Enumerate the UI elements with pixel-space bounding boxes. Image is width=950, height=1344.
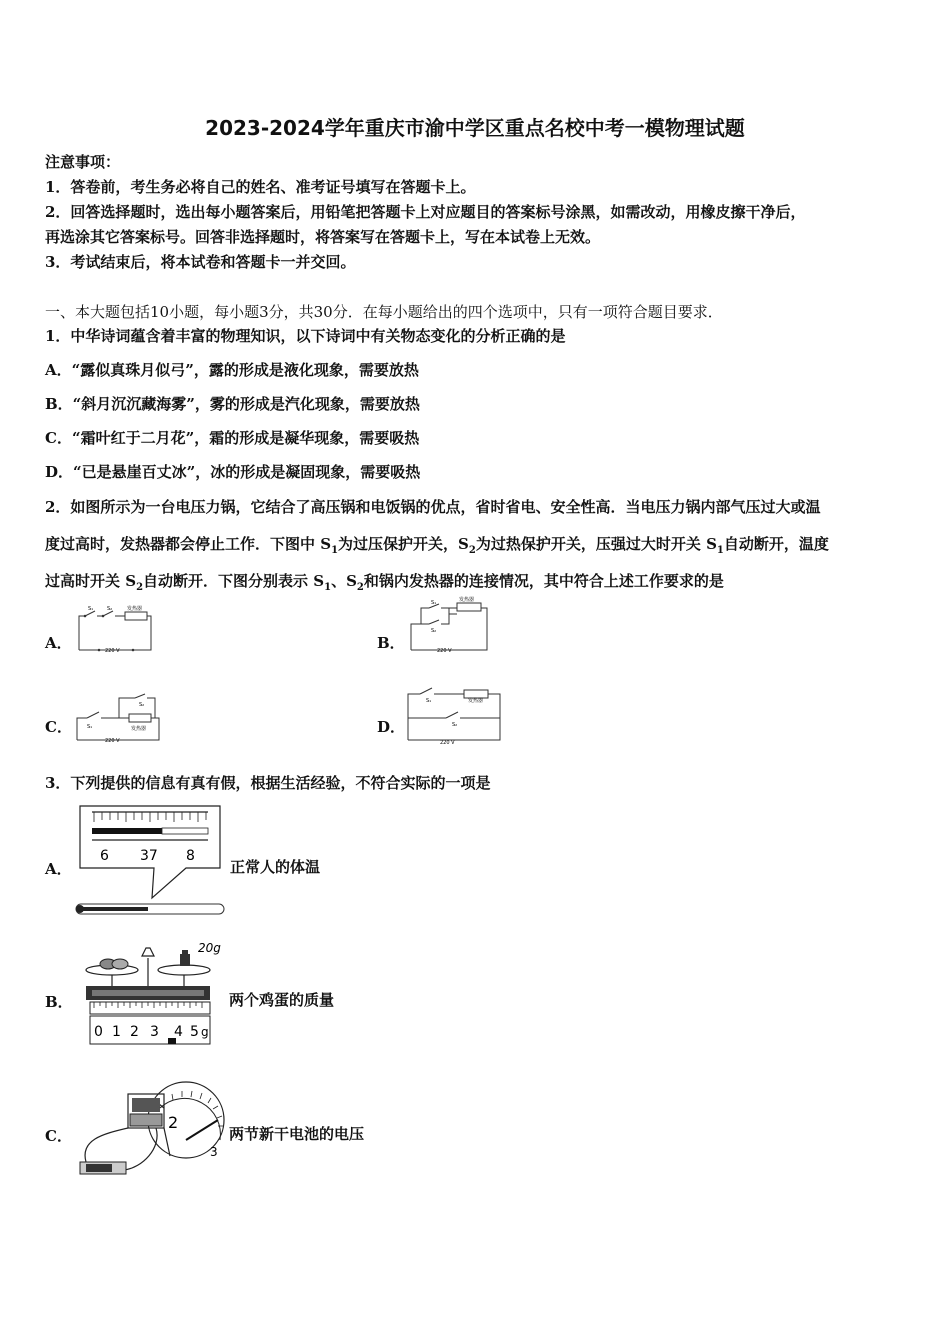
q1-option-b[interactable]: B．“斜月沉沉藏海雾”，雾的形成是汽化现象，需要放热 — [45, 395, 420, 413]
q1-option-c[interactable]: C．“霜叶红于二月花”，霜的形成是凝华现象，需要吸热 — [45, 429, 420, 447]
notice-item: 再选涂其它答案标号。回答非选择题时，将答案写在答题卡上，写在本试卷上无效。 — [45, 228, 601, 246]
ruler-tick: 4 — [174, 1024, 183, 1040]
circuit-label-voltage: 220 V — [105, 648, 120, 654]
notice-item: 1．答卷前，考生务必将自己的姓名、准考证号填写在答题卡上。 — [45, 178, 476, 196]
thermo-tick: 6 — [100, 848, 109, 864]
thermo-tick: 37 — [140, 848, 158, 864]
q2-option-d-label[interactable]: D． — [377, 718, 406, 736]
ruler-tick: 2 — [130, 1024, 139, 1040]
ruler-unit: g — [201, 1025, 209, 1039]
circuit-label-voltage: 220 V — [437, 648, 452, 654]
circuit-label-s2: S₂ — [139, 702, 145, 708]
thermometer-mercury — [92, 828, 162, 834]
circuit-label-s2: S₂ — [452, 722, 458, 728]
circuit-label-s2: S₂ — [107, 606, 113, 612]
circuit-label-s1: S₁ — [426, 698, 432, 704]
circuit-label-s2: S₂ — [431, 628, 437, 634]
page-title: 2023-2024学年重庆市渝中学区重点名校中考一模物理试题 — [205, 116, 745, 140]
meter-tick: 3 — [210, 1145, 218, 1159]
circuit-diagram-d — [404, 686, 504, 744]
question-3-stem: 3．下列提供的信息有真有假，根据生活经验，不符合实际的一项是 — [45, 774, 491, 792]
q3-option-b-label[interactable]: B． — [45, 993, 73, 1011]
ruler-tick: 5 — [190, 1024, 199, 1040]
circuit-label-heater: 发热器 — [459, 597, 475, 603]
meter-needle — [186, 1120, 218, 1140]
thermo-tick: 8 — [186, 848, 195, 864]
circuit-label-voltage: 220 V — [105, 738, 120, 744]
circuit-label-s1: S₁ — [88, 606, 94, 612]
notice-item: 3．考试结束后，将本试卷和答题卡一并交回。 — [45, 253, 356, 271]
circuit-diagram-b — [407, 597, 493, 654]
circuit-label-voltage: 220 V — [440, 740, 455, 746]
meter-tick: 2 — [168, 1113, 179, 1132]
question-2-line2: 度过高时，发热器都会停止工作．下图中 $S_1$为过压保护开关，$S_2$为过热保护开关，压强过大时开关 $S_1$自动断开，温度 — [45, 535, 829, 556]
thermometer-figure — [74, 804, 228, 920]
circuit-label-s1: S₁ — [87, 724, 93, 730]
ruler-tick: 0 — [94, 1024, 103, 1040]
weight-label: 20g — [198, 941, 221, 955]
q3-option-c-label[interactable]: C． — [45, 1127, 72, 1145]
circuit-label-heater: 发热器 — [127, 606, 143, 612]
q3-option-a-text: 正常人的体温 — [230, 858, 321, 876]
q2-option-c-label[interactable]: C． — [45, 718, 72, 736]
circuit-diagram-a — [75, 604, 155, 654]
question-1-stem: 1．中华诗词蕴含着丰富的物理知识，以下诗词中有关物态变化的分析正确的是 — [45, 327, 566, 345]
voltmeter-figure — [72, 1078, 228, 1178]
balance-scale-figure — [80, 938, 220, 1050]
notice-heading: 注意事项： — [45, 153, 121, 171]
ruler-tick: 1 — [112, 1024, 121, 1040]
circuit-label-heater: 发热器 — [131, 726, 147, 732]
circuit-label-heater: 发热器 — [468, 698, 484, 704]
notice-item: 2．回答选择题时，选出每小题答案后，用铅笔把答题卡上对应题目的答案标号涂黑，如需改动，用橡皮擦干净后， — [45, 203, 806, 221]
section-heading: 一、本大题包括10小题，每小题3分，共30分．在每小题给出的四个选项中，只有一项符合题目要求． — [45, 303, 723, 321]
circuit-diagram-c — [73, 690, 163, 744]
q3-option-a-label[interactable]: A． — [45, 860, 72, 878]
q2-option-b-label[interactable]: B． — [377, 634, 405, 652]
q3-option-b-text: 两个鸡蛋的质量 — [229, 991, 335, 1009]
q2-option-a-label[interactable]: A． — [45, 634, 72, 652]
q3-option-c-text: 两节新干电池的电压 — [229, 1125, 365, 1143]
ruler-tick: 3 — [150, 1024, 159, 1040]
question-2-line3: 过高时开关 $S_2$自动断开．下图分别表示 $S_1$、$S_2$和锅内发热器的连接情况，其中符合上述工作要求的是 — [45, 572, 724, 593]
q1-option-a[interactable]: A．“露似真珠月似弓”，露的形成是液化现象，需要放热 — [45, 361, 419, 379]
question-2-line1: 2．如图所示为一台电压力锅，它结合了高压锅和电饭锅的优点，省时省电、安全性高．当电压力锅内部气压过大或温 — [45, 498, 821, 516]
q1-option-d[interactable]: D．“已是悬崖百丈冰”，冰的形成是凝固现象，需要吸热 — [45, 463, 421, 481]
circuit-label-s1: S₁ — [431, 600, 437, 606]
